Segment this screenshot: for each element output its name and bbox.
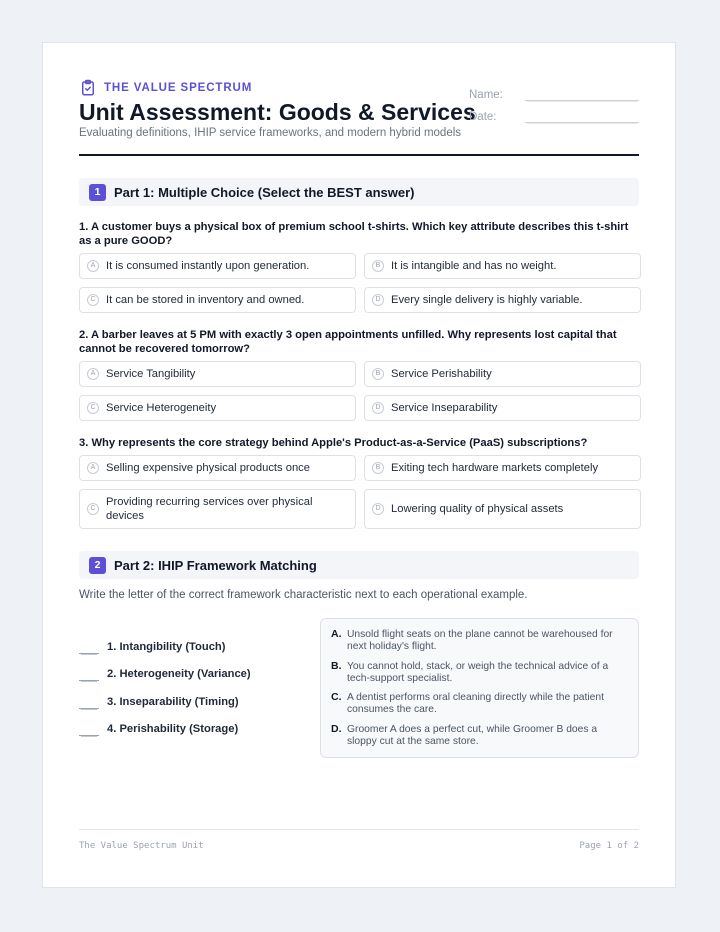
- definition-a: [331, 629, 626, 652]
- q3-option-c[interactable]: [79, 489, 356, 529]
- brand: [79, 79, 252, 97]
- question-3: 3. Why represents the core strategy behind Apple's Product-as-a-Service (PaaS) subscriptions?: [79, 437, 588, 449]
- definition-d: [331, 724, 626, 747]
- option-letter: D: [372, 294, 384, 306]
- footer-divider: [79, 829, 639, 830]
- part2-instructions: Write the letter of the correct framework characteristic next to each operational example.: [79, 589, 528, 601]
- option-letter: C: [87, 402, 99, 414]
- date-row: [469, 101, 639, 123]
- option-letter: D: [372, 503, 384, 515]
- option-letter: B: [372, 260, 384, 272]
- option-letter: B: [372, 368, 384, 380]
- q2-option-d[interactable]: [364, 395, 641, 421]
- student-info: [469, 79, 639, 123]
- question-1: 1. A customer buys a physical box of premium school t-shirts. Which key attribute describes this t-shirt as a pure GOOD?: [79, 221, 629, 247]
- q1-option-a[interactable]: [79, 253, 356, 279]
- definition-text: Groomer A does a perfect cut, while Groomer B does a sloppy cut at the same store.: [347, 724, 598, 747]
- name-field[interactable]: [525, 86, 639, 101]
- q1-option-d[interactable]: [364, 287, 641, 313]
- answer-blank[interactable]: [79, 727, 99, 736]
- header-divider: [79, 154, 639, 156]
- match-item-label: 4. Perishability (Storage): [107, 722, 239, 735]
- question-2: 2. A barber leaves at 5 PM with exactly 3 open appointments unfilled. Why represents lost capital that cannot be recovered tomorrow?: [79, 329, 617, 355]
- part2-header: [79, 551, 639, 579]
- definition-text: Unsold flight seats on the plane cannot be warehoused for next holiday's flight.: [347, 629, 613, 652]
- option-text: Every single delivery is highly variable.: [391, 294, 583, 306]
- definition-text: You cannot hold, stack, or weigh the technical advice of a tech-support specialist.: [347, 661, 609, 684]
- worksheet-page: [42, 42, 676, 888]
- option-letter: A: [87, 368, 99, 380]
- option-text: Service Tangibility: [106, 368, 196, 380]
- q1-option-c[interactable]: [79, 287, 356, 313]
- match-item-2: [79, 666, 251, 681]
- match-item-3: [79, 694, 239, 709]
- definition-letter: C.: [331, 691, 342, 703]
- clipboard-check-icon: [79, 79, 97, 97]
- definition-c: [331, 692, 626, 715]
- definition-text: A dentist performs oral cleaning directly while the patient consumes the care.: [347, 692, 604, 715]
- match-item-label: 1. Intangibility (Touch): [107, 640, 226, 653]
- q3-option-d[interactable]: [364, 489, 641, 529]
- option-letter: B: [372, 462, 384, 474]
- option-text: Lowering quality of physical assets: [391, 503, 564, 515]
- name-label: Name:: [469, 89, 503, 101]
- match-item-1: [79, 639, 226, 654]
- option-letter: D: [372, 402, 384, 414]
- part2-title: Part 2: IHIP Framework Matching: [114, 557, 317, 573]
- option-text: Providing recurring services over physical devices: [106, 496, 313, 522]
- part2-number: 2: [89, 557, 106, 574]
- footer-unit: The Value Spectrum Unit: [79, 841, 204, 851]
- footer-page-number: Page 1 of 2: [579, 841, 639, 851]
- date-label: Date:: [469, 111, 497, 123]
- part1-number: 1: [89, 184, 106, 201]
- answer-blank[interactable]: [79, 700, 99, 709]
- q2-option-c[interactable]: [79, 395, 356, 421]
- definitions-box: [320, 618, 639, 758]
- option-text: Exiting tech hardware markets completely: [391, 462, 599, 474]
- option-text: Selling expensive physical products once: [106, 462, 310, 474]
- match-item-label: 2. Heterogeneity (Variance): [107, 667, 251, 680]
- brand-label: THE VALUE SPECTRUM: [104, 82, 253, 94]
- q3-option-a[interactable]: [79, 455, 356, 481]
- match-item-4: [79, 721, 238, 736]
- option-text: Service Perishability: [391, 368, 492, 380]
- option-text: It can be stored in inventory and owned.: [106, 294, 305, 306]
- answer-blank[interactable]: [79, 645, 99, 654]
- page-title: Unit Assessment: Goods & Services: [79, 99, 476, 125]
- q3-option-b[interactable]: [364, 455, 641, 481]
- part1-header: [79, 178, 639, 206]
- name-row: [469, 79, 639, 101]
- option-text: It is consumed instantly upon generation.: [106, 260, 310, 272]
- page-subtitle: Evaluating definitions, IHIP service frameworks, and modern hybrid models: [79, 127, 462, 139]
- option-text: Service Inseparability: [391, 402, 498, 414]
- q2-option-b[interactable]: [364, 361, 641, 387]
- q2-option-a[interactable]: [79, 361, 356, 387]
- date-field[interactable]: [525, 108, 639, 123]
- option-letter: C: [87, 503, 99, 515]
- answer-blank[interactable]: [79, 672, 99, 681]
- option-text: Service Heterogeneity: [106, 402, 217, 414]
- option-letter: A: [87, 462, 99, 474]
- option-letter: A: [87, 260, 99, 272]
- match-item-label: 3. Inseparability (Timing): [107, 695, 239, 708]
- definition-letter: D.: [331, 723, 342, 735]
- option-letter: C: [87, 294, 99, 306]
- q1-option-b[interactable]: [364, 253, 641, 279]
- option-text: It is intangible and has no weight.: [391, 260, 557, 272]
- definition-letter: A.: [331, 628, 342, 640]
- definition-letter: B.: [331, 660, 342, 672]
- definition-b: [331, 661, 626, 684]
- part1-title: Part 1: Multiple Choice (Select the BEST answer): [114, 184, 415, 200]
